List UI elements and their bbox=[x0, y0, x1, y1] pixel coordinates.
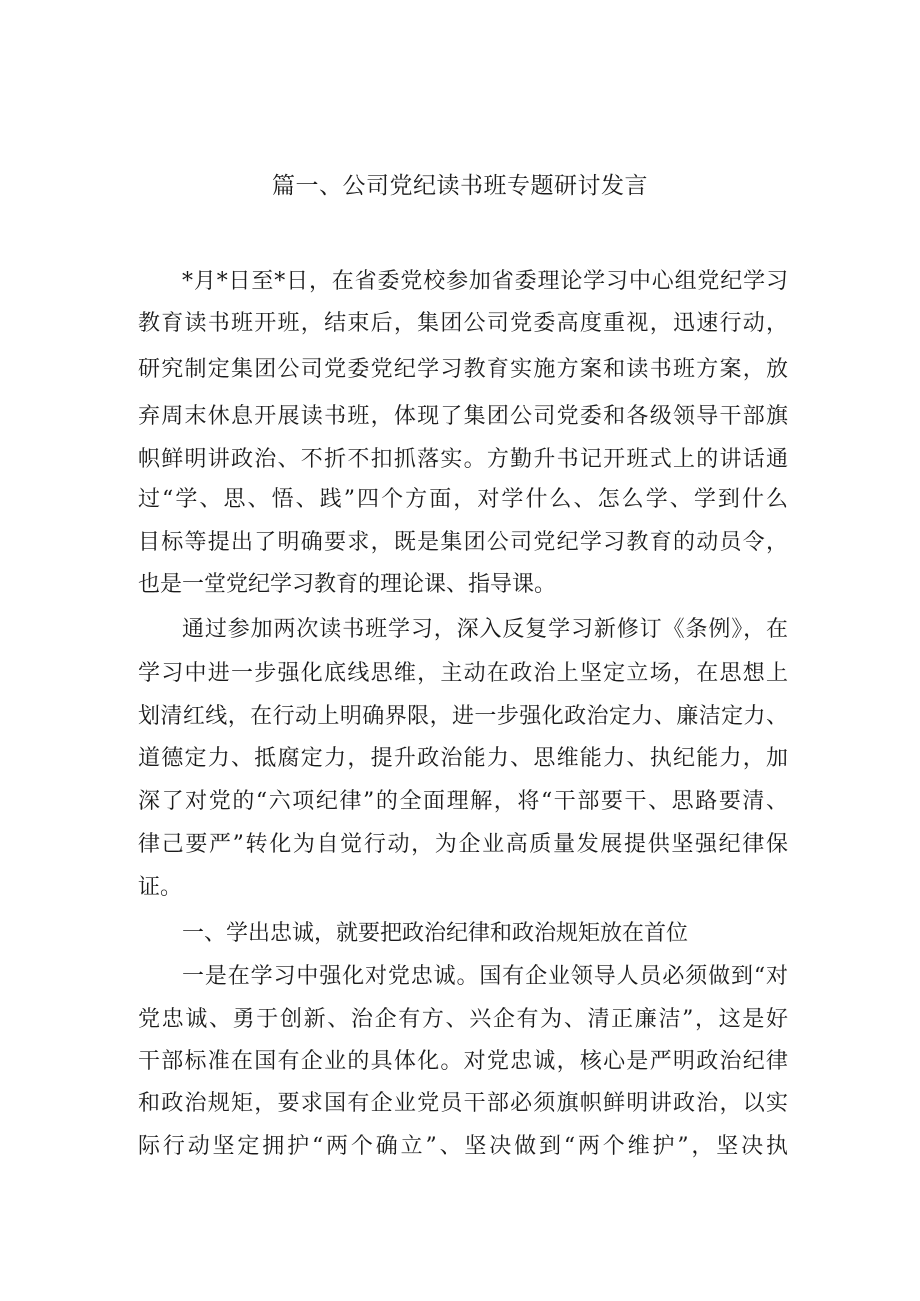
paragraph-2-line: 证。 bbox=[138, 875, 183, 900]
paragraph-1-line: 帜鲜明讲政治、不折不扣抓落实。方勤升书记开班式上的讲话通 bbox=[138, 447, 788, 472]
paragraph-1-line: 过“学、思、悟、践”四个方面，对学什么、怎么学、学到什么 bbox=[138, 487, 788, 512]
paragraph-1-line: 教育读书班开班，结束后，集团公司党委高度重视，迅速行动， bbox=[138, 311, 788, 336]
paragraph-2-line: 通过参加两次读书班学习，深入反复学习新修订《条例》，在 bbox=[182, 617, 788, 642]
paragraph-2-line: 学习中进一步强化底线思维，主动在政治上坚定立场，在思想上 bbox=[138, 661, 788, 686]
paragraph-1-line: 弃周末休息开展读书班，体现了集团公司党委和各级领导干部旗 bbox=[138, 404, 788, 429]
paragraph-3-line: 和政治规矩，要求国有企业党员干部必须旗帜鲜明讲政治，以实 bbox=[138, 1091, 788, 1116]
paragraph-3-line: 党忠诚、勇于创新、治企有方、兴企有为、清正廉洁”，这是好 bbox=[138, 1007, 788, 1032]
paragraph-1-line: 也是一堂党纪学习教育的理论课、指导课。 bbox=[138, 572, 557, 597]
paragraph-1-line: 目标等提出了明确要求，既是集团公司党纪学习教育的动员令， bbox=[138, 530, 788, 555]
paragraph-2-line: 律己要严”转化为自觉行动，为企业高质量发展提供坚强纪律保 bbox=[138, 832, 788, 857]
paragraph-1-line: 研究制定集团公司党委党纪学习教育实施方案和读书班方案，放 bbox=[138, 357, 788, 382]
section-heading: 一、学出忠诚，就要把政治纪律和政治规矩放在首位 bbox=[182, 921, 689, 946]
paragraph-3-line: 一是在学习中强化对党忠诚。国有企业领导人员必须做到“对 bbox=[182, 964, 788, 989]
paragraph-2-line: 划清红线，在行动上明确界限，进一步强化政治定力、廉洁定力、 bbox=[138, 704, 788, 729]
paragraph-2-line: 深了对党的“六项纪律”的全面理解，将“干部要干、思路要清、 bbox=[138, 789, 788, 814]
paragraph-3-line: 干部标准在国有企业的具体化。对党忠诚，核心是严明政治纪律 bbox=[138, 1049, 788, 1074]
document-title: 篇一、公司党纪读书班专题研讨发言 bbox=[272, 173, 648, 199]
paragraph-2-line: 道德定力、抵腐定力，提升政治能力、思维能力、执纪能力，加 bbox=[138, 746, 788, 771]
paragraph-3-line: 际行动坚定拥护“两个确立”、坚决做到“两个维护”，坚决执 bbox=[138, 1134, 788, 1159]
paragraph-1-line: *月*日至*日，在省委党校参加省委理论学习中心组党纪学习 bbox=[182, 269, 788, 294]
